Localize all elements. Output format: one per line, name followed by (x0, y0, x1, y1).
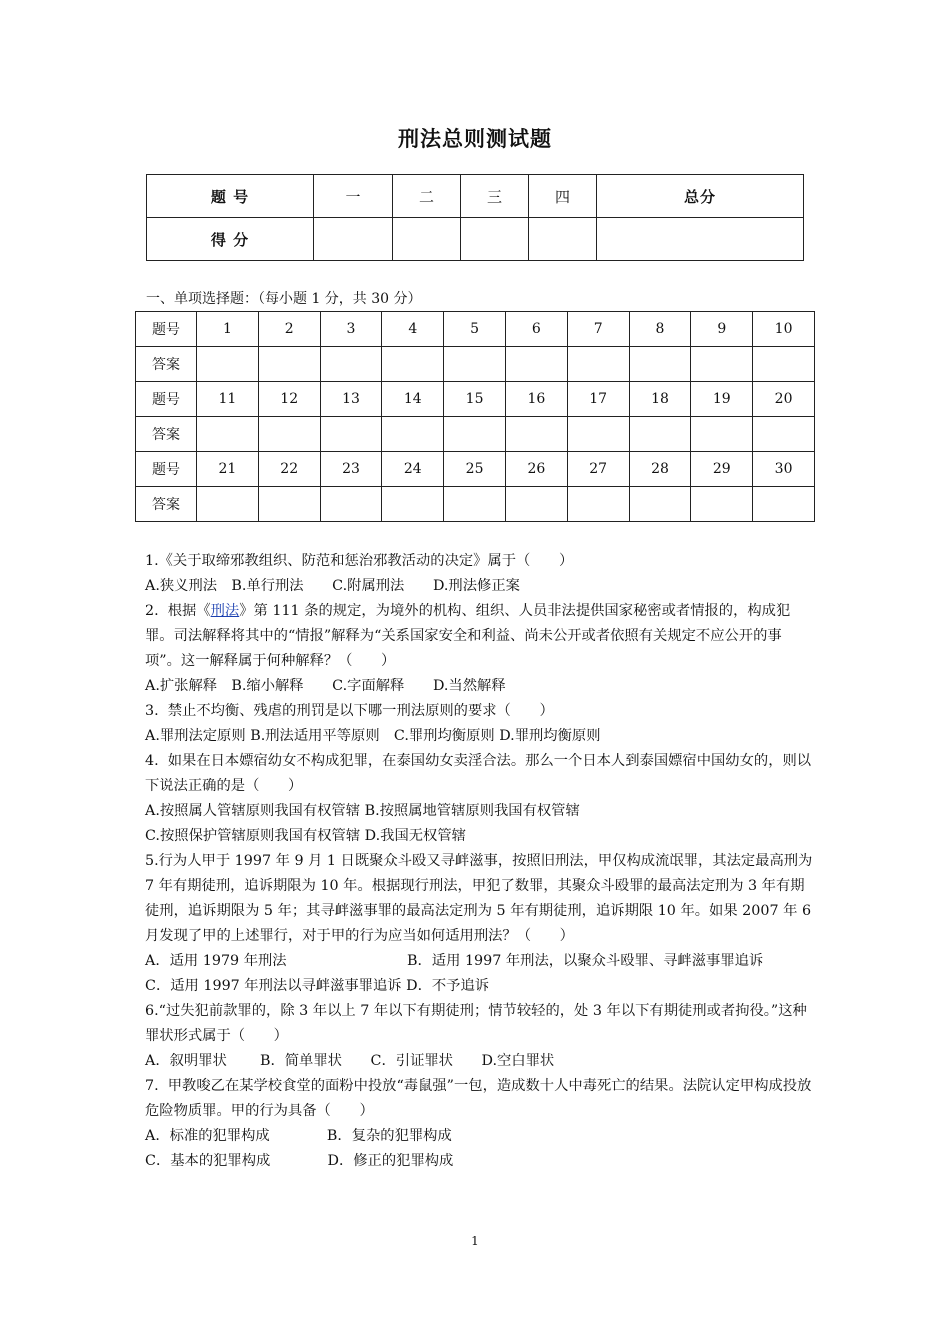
question-2 (145, 599, 815, 674)
criminal-law-link[interactable]: 刑法 (210, 603, 240, 619)
answer-table-number-row (136, 312, 815, 347)
question-5-options-ab (145, 949, 815, 974)
row-label-answer: 答案 (136, 487, 197, 522)
question-4-options-ab: A.按照属人管辖原则我国有权管辖 B.按照属地管辖原则我国有权管辖 (145, 803, 580, 819)
score-table (146, 174, 804, 261)
answer-cell[interactable] (691, 347, 753, 382)
answer-table-number-row (136, 452, 815, 487)
question-number-cell: 7 (567, 312, 629, 347)
question-number-cell: 11 (197, 382, 259, 417)
row-label-number: 题号 (136, 452, 197, 487)
question-number-cell: 3 (320, 312, 382, 347)
question-number-cell: 4 (382, 312, 444, 347)
document-title: 刑法总则测试题 (398, 127, 552, 151)
answer-cell[interactable] (320, 487, 382, 522)
question-number-cell: 9 (691, 312, 753, 347)
section-heading: 一、单项选择题：（每小题 1 分，共 30 分） (146, 291, 422, 307)
question-number-cell: 14 (382, 382, 444, 417)
answer-cell[interactable] (320, 417, 382, 452)
score-col-total: 总分 (597, 175, 804, 218)
answer-cell[interactable] (320, 347, 382, 382)
answer-cell[interactable] (753, 417, 815, 452)
score-col-1: 一 (314, 175, 393, 218)
question-number-cell: 5 (444, 312, 506, 347)
question-1: 1.《关于取缔邪教组织、防范和惩治邪教活动的决定》属于（ ） (145, 553, 574, 569)
question-number-cell: 16 (505, 382, 567, 417)
question-number-cell: 26 (505, 452, 567, 487)
question-number-cell: 27 (567, 452, 629, 487)
answer-cell[interactable] (444, 417, 506, 452)
question-number-cell: 28 (629, 452, 691, 487)
answer-cell[interactable] (382, 417, 444, 452)
score-cell[interactable] (461, 218, 529, 261)
score-cell[interactable] (529, 218, 597, 261)
answer-cell[interactable] (691, 487, 753, 522)
question-3-options: A.罪刑法定原则 B.刑法适用平等原则 C.罪刑均衡原则 D.罪刑均衡原则 (145, 728, 601, 744)
answer-table-answer-row (136, 417, 815, 452)
answer-cell[interactable] (567, 417, 629, 452)
question-number-cell: 6 (505, 312, 567, 347)
score-col-3: 三 (461, 175, 529, 218)
answer-cell[interactable] (753, 347, 815, 382)
answer-cell[interactable] (444, 487, 506, 522)
row-label-number: 题号 (136, 312, 197, 347)
question-number-cell: 12 (258, 382, 320, 417)
question-number-cell: 15 (444, 382, 506, 417)
question-7-options-ab: A．标准的犯罪构成 B．复杂的犯罪构成 (145, 1128, 452, 1144)
question-number-cell: 25 (444, 452, 506, 487)
question-number-cell: 21 (197, 452, 259, 487)
answer-cell[interactable] (753, 487, 815, 522)
question-5: 5.行为人甲于 1997 年 9 月 1 日既聚众斗殴又寻衅滋事，按照旧刑法，甲仅构成流氓罪，其法定最高刑为 7 年有期徒刑，追诉期限为 10 年。根据现行刑法，甲犯了数罪，其聚众斗殴罪的最高法定刑为 3 年有期徒刑，追诉期限为 5 年；其寻衅滋事罪的最高法定刑为 5 年有期徒刑，追诉期限 10 年。如果 2007 年 6 月发现了甲的上述罪行，对于甲的行为应当如何适用刑法？（ ） (145, 853, 817, 944)
answer-cell[interactable] (567, 347, 629, 382)
answer-table-answer-row (136, 487, 815, 522)
answer-cell[interactable] (505, 347, 567, 382)
answer-cell[interactable] (258, 487, 320, 522)
question-number-cell: 8 (629, 312, 691, 347)
answer-cell[interactable] (258, 417, 320, 452)
question-7-options-cd: C．基本的犯罪构成 D．修正的犯罪构成 (145, 1153, 454, 1169)
question-number-cell: 22 (258, 452, 320, 487)
question-2-pre: 2. 根据《 (145, 603, 211, 619)
question-3: 3. 禁止不均衡、残虐的刑罚是以下哪一刑法原则的要求（ ） (145, 703, 554, 719)
question-number-cell: 24 (382, 452, 444, 487)
score-col-4: 四 (529, 175, 597, 218)
row-label-answer: 答案 (136, 417, 197, 452)
question-1-options: A.狭义刑法 B.单行刑法 C.附属刑法 D.刑法修正案 (145, 578, 520, 594)
score-col-2: 二 (393, 175, 461, 218)
question-6-options: A．叙明罪状 B．简单罪状 C．引证罪状 D.空白罪状 (145, 1053, 555, 1069)
question-number-cell: 18 (629, 382, 691, 417)
row-label-answer: 答案 (136, 347, 197, 382)
answer-cell[interactable] (629, 417, 691, 452)
question-number-cell: 19 (691, 382, 753, 417)
question-number-cell: 13 (320, 382, 382, 417)
answer-table (135, 311, 815, 522)
answer-cell[interactable] (629, 487, 691, 522)
question-number-cell: 23 (320, 452, 382, 487)
question-number-cell: 30 (753, 452, 815, 487)
answer-cell[interactable] (258, 347, 320, 382)
question-2-options: A.扩张解释 B.缩小解释 C.字面解释 D.当然解释 (145, 678, 506, 694)
score-cell[interactable] (393, 218, 461, 261)
question-number-cell: 17 (567, 382, 629, 417)
answer-cell[interactable] (382, 347, 444, 382)
question-number-cell: 29 (691, 452, 753, 487)
question-4: 4. 如果在日本嫖宿幼女不构成犯罪，在泰国幼女卖淫合法。那么一个日本人到泰国嫖宿中国幼女的，则以下说法正确的是（ ） (145, 753, 812, 794)
question-5-option-b: B．适用 1997 年刑法，以聚众斗殴罪、寻衅滋事罪追诉 (407, 953, 764, 969)
answer-cell[interactable] (691, 417, 753, 452)
row-label-number: 题号 (136, 382, 197, 417)
question-2-post: 》第 111 条的规定，为境外的机构、组织、人员非法提供国家秘密或者情报的，构成犯罪。司法解释将其中的“情报”解释为“关系国家安全和利益、尚未公开或者依照有关规定不应公开的事项”。这一解释属于何种解释？（ ） (145, 603, 791, 669)
question-number-cell: 20 (753, 382, 815, 417)
questions-block (145, 549, 815, 1174)
answer-cell[interactable] (382, 487, 444, 522)
answer-cell[interactable] (629, 347, 691, 382)
answer-table-number-row (136, 382, 815, 417)
question-6: 6.“过失犯前款罪的，除 3 年以上 7 年以下有期徒刑；情节较轻的，处 3 年以下有期徒刑或者拘役。”这种罪状形式属于（ ） (145, 1003, 807, 1044)
question-5-option-a: A．适用 1979 年刑法 (145, 953, 287, 969)
score-table-header-row (147, 175, 804, 218)
answer-cell[interactable] (197, 347, 259, 382)
answer-cell[interactable] (567, 487, 629, 522)
question-7: 7. 甲教唆乙在某学校食堂的面粉中投放“毒鼠强”一包，造成数十人中毒死亡的结果。法院认定甲构成投放危险物质罪。甲的行为具备（ ） (145, 1078, 812, 1119)
question-5-options-cd: C．适用 1997 年刑法以寻衅滋事罪追诉 D．不予追诉 (145, 978, 490, 994)
score-row-label: 得 分 (147, 218, 314, 261)
question-number-cell: 1 (197, 312, 259, 347)
answer-cell[interactable] (444, 347, 506, 382)
answer-cell[interactable] (197, 417, 259, 452)
answer-cell[interactable] (197, 487, 259, 522)
answer-cell[interactable] (505, 487, 567, 522)
score-col-label: 题 号 (147, 175, 314, 218)
score-table-score-row (147, 218, 804, 261)
page-number: 1 (471, 1234, 479, 1248)
question-number-cell: 10 (753, 312, 815, 347)
answer-table-answer-row (136, 347, 815, 382)
answer-cell[interactable] (505, 417, 567, 452)
question-number-cell: 2 (258, 312, 320, 347)
score-cell[interactable] (314, 218, 393, 261)
score-cell[interactable] (597, 218, 804, 261)
question-4-options-cd: C.按照保护管辖原则我国有权管辖 D.我国无权管辖 (145, 828, 466, 844)
